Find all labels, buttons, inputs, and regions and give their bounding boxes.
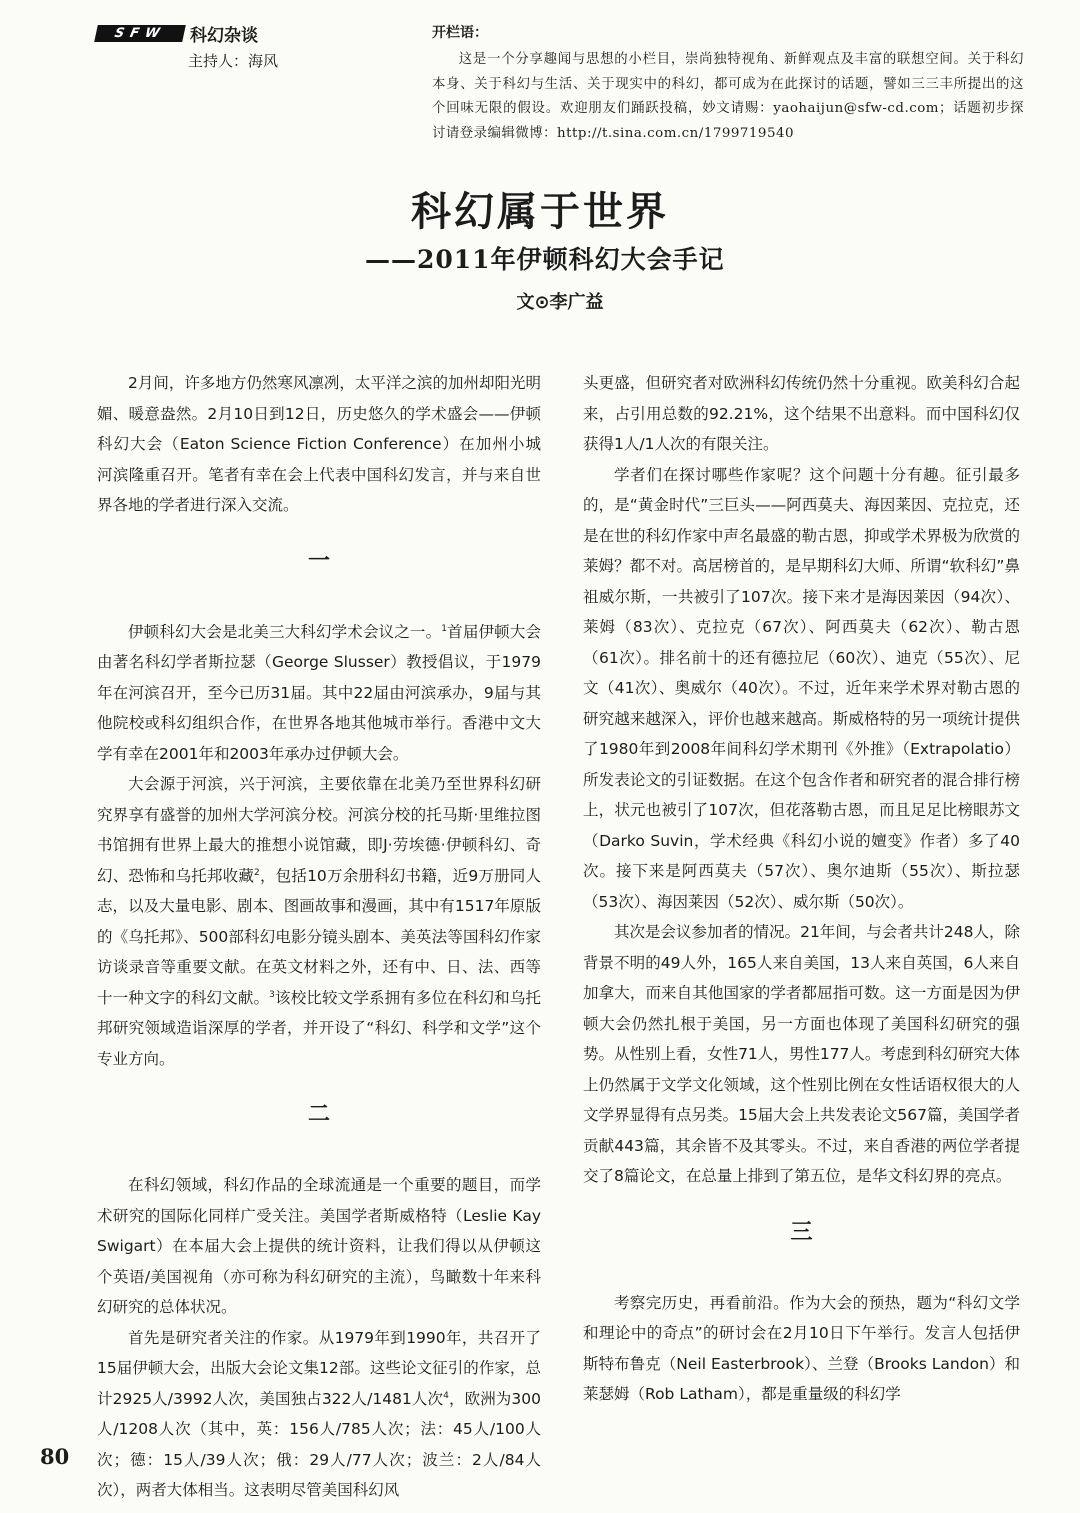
paragraph: [97, 1323, 541, 1506]
paragraph: 学者们在探讨哪些作家呢？这个问题十分有趣。征引最多的，是“黄金时代”三巨头——阿西莫夫、海因莱因、克拉克，还是在世的科幻作家中声名最盛的勒古恩，抑或学术界极为欣赏的莱姆？都不对。高居榜首的，是早期科幻大师、所谓“软科幻”鼻祖威尔斯，一共被引了107次。接下来才是海因莱因（94次）、莱姆（83次）、克拉克（67次）、阿西莫夫（62次）、勒古恩（61次）。排名前十的还有德拉尼（60次）、迪克（55次）、尼文（41次）、奥威尔（40次）。不过，近年来学术界对勒古恩的研究越来越深入，评价也越来越高。斯威格特的另一项统计提供了1980年到2008年间科幻学术期刊《外推》（Extrapolatio）所发表论文的引证数据。在这个包含作者和研究者的混合排行榜上，状元也被引了107次，但花落勒古恩，而且足足比榜眼苏文（Darko Suvin，学术经典《科幻小说的嬗变》作者）多了40次。接下来是阿西莫夫（57次）、奥尔迪斯（55次）、斯拉瑟（53次）、海因莱因（52次）、威尔斯（50次）。: [583, 465, 1020, 911]
paragraph: 头更盛，但研究者对欧洲科幻传统仍然十分重视。欧美科幻合起来，占引用总数的92.21%，这个结果不出意料。而中国科幻仅获得1人/1人次的有限关注。: [583, 374, 1020, 453]
column-title: 科幻杂谈: [190, 25, 258, 46]
article-byline: 文⊙李广益: [516, 292, 604, 313]
column-intro: [432, 22, 1024, 146]
paragraph: 在科幻领域，科幻作品的全球流通是一个重要的题目，而学术研究的国际化同样广受关注。美国学者斯威格特（Leslie Kay Swigart）在本届大会上提供的统计资料，让我们得以从伊顿这个英语/美国视角（亦可称为科幻研究的主流），鸟瞰数十年来科幻研究的总体状况。: [97, 1176, 541, 1316]
intro-heading: 开栏语：: [432, 25, 488, 41]
section-number: 一: [307, 548, 330, 574]
paragraph-text: 首届伊顿大会由著名科幻学者斯拉瑟（George Slusser）教授倡议，于1979年在河滨召开，至今已历31届。其中22届由河滨承办，9届与其他院校或科幻组织合作，在世界各地其他城市举行。香港中文大学有幸在2001年和2003年承办过伊顿大会。: [97, 622, 541, 763]
page-number: 80: [40, 1444, 70, 1469]
paragraph: 其次是会议参加者的情况。21年间，与会者共计248人，除背景不明的49人外，165人来自美国，13人来自英国，6人来自加拿大，而来自其他国家的学者都屈指可数。这一方面是因为伊顿大会仍然扎根于美国，另一方面也体现了美国科幻研究的强势。从性别上看，女性71人，男性177人。考虑到科幻研究大体上仍然属于文学文化领域，这个性别比例在女性话语权很大的人文学界显得有点另类。15届大会上共发表论文567篇，美国学者贡献443篇，其余皆不及其零头。不过，来自香港的两位学者提交了8篇论文，在总量上排到了第五位，是华文科幻界的亮点。: [583, 923, 1020, 1185]
section-number: 三: [790, 1219, 813, 1245]
paragraph-text: ，欧洲为300人/1208人次（其中，英：156人/785人次；法：45人/100人次；德：15人/39人次；俄：29人/77人次；波兰：2人/84人次），两者大体相当。这表明尽管美国科幻风: [97, 1389, 541, 1499]
article-title: 科幻属于世界: [411, 188, 669, 235]
paragraph-text: 大会源于河滨，兴于河滨，主要依靠在北美乃至世界科幻研究界享有盛誉的加州大学河滨分校。河滨分校的托马斯·里维拉图书馆拥有世界上最大的推想小说馆藏，即J·劳埃德·伊顿科幻、奇幻、恐怖和乌托邦收藏: [97, 775, 541, 885]
paragraph-text: 该校比较文学系拥有多位在科幻和乌托邦研究领域造诣深厚的学者，并开设了“科幻、科学和文学”这个专业方向。: [97, 988, 541, 1068]
paragraph-text: ，包括10万余册科幻书籍，近9万册同人志，以及大量电影、剧本、图画故事和漫画，其中有1517年原版的《乌托邦》、500部科幻电影分镜头剧本、美英法等国科幻作家访谈录音等重要文献。在英文材料之外，还有中、日、法、西等十一种文字的科幻文献。: [97, 866, 541, 1007]
column-logo-row: [96, 22, 416, 44]
paragraph: 2月间，许多地方仍然寒风凛冽，太平洋之滨的加州却阳光明媚、暖意盎然。2月10日到12日，历史悠久的学术盛会——伊顿科幻大会（Eaton Science Fiction Conference）在加州小城河滨隆重召开。笔者有幸在会上代表中国科幻发言，并与来自世界各地的学者进行深入交流。: [97, 374, 541, 514]
paragraph: 考察完历史，再看前沿。作为大会的预热，题为“科幻文学和理论中的奇点”的研讨会在2月10日下午举行。发言人包括伊斯特布鲁克（Neil Easterbrook）、兰登（Brooks Landon）和莱瑟姆（Rob Latham），都是重量级的科幻学: [583, 1293, 1020, 1403]
footnote-mark: 3: [269, 989, 275, 1000]
footnote-mark: 1: [441, 623, 447, 634]
article-subtitle: ——2011年伊顿科幻大会手记: [365, 245, 725, 274]
footnote-mark: 4: [443, 1390, 449, 1401]
right-column: [583, 368, 1020, 1410]
left-column: [97, 368, 541, 1506]
section-number: 二: [307, 1102, 330, 1127]
paragraph: [97, 617, 541, 770]
column-host: 主持人：海风: [188, 52, 279, 70]
intro-text: 这是一个分享趣闻与思想的小栏目，崇尚独特视角、新鲜观点及丰富的联想空间。关于科幻本身、关于科幻与生活、关于现实中的科幻，都可成为在此探讨的话题，譬如三三丰所提出的这个回味无限的假设。欢迎朋友们踊跃投稿，妙文请赐：yaohaijun@sfw-cd.com；话题初步探讨请登录编辑微博：http://t.sina.com.cn/1799719540: [432, 52, 1024, 141]
footnote-mark: 2: [254, 867, 260, 878]
paragraph: [97, 769, 541, 1074]
paragraph-text: 首先是研究者关注的作家。从1979年到1990年，共召开了15届伊顿大会，出版大会论文集12部。这些论文征引的作家，总计2925人/3992人次，美国独占322人/1481人次: [97, 1328, 541, 1408]
column-header: [96, 22, 416, 71]
magazine-logo: SFW: [94, 25, 186, 42]
paragraph-text: 伊顿科幻大会是北美三大科幻学术会议之一。: [128, 622, 442, 641]
